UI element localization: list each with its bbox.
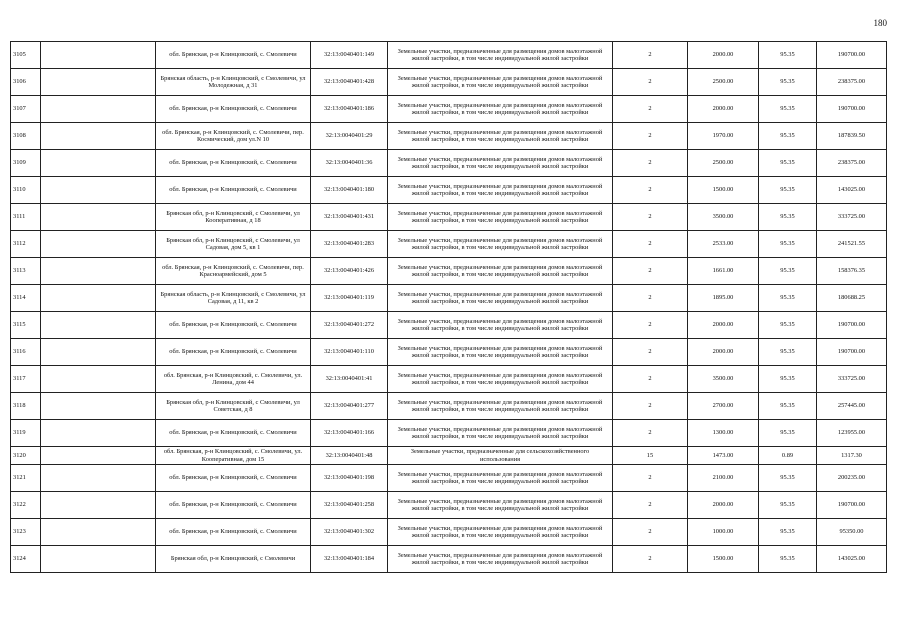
row-number: 3109 xyxy=(11,150,41,177)
rate-cell: 95.35 xyxy=(759,519,817,546)
rate-cell: 95.35 xyxy=(759,339,817,366)
spacer-cell xyxy=(41,519,156,546)
rate-cell: 95.35 xyxy=(759,258,817,285)
category-cell: 2 xyxy=(613,312,688,339)
rate-cell: 95.35 xyxy=(759,204,817,231)
spacer-cell xyxy=(41,231,156,258)
table-row xyxy=(11,312,887,339)
land-use-cell: Земельные участки, предназначенные для размещения домов малоэтажной жилой застройки, в том числе индивидуальной жилой застройки xyxy=(388,465,613,492)
land-registry-table xyxy=(10,41,887,573)
rate-cell: 95.35 xyxy=(759,123,817,150)
row-number: 3105 xyxy=(11,42,41,69)
spacer-cell xyxy=(41,393,156,420)
address-cell: обл. Брянская, р-н Клинцовский, с. Смолевичи, ул. Кооперативная, дом 15 xyxy=(156,447,311,465)
cadastral-number-cell: 32:13:0040401:41 xyxy=(311,366,388,393)
area-cell: 2500.00 xyxy=(688,150,759,177)
rate-cell: 95.35 xyxy=(759,69,817,96)
rate-cell: 95.35 xyxy=(759,96,817,123)
address-cell: обл. Брянская, р-н Клинцовский, с. Смолевичи xyxy=(156,420,311,447)
category-cell: 2 xyxy=(613,519,688,546)
cadastral-number-cell: 32:13:0040401:119 xyxy=(311,285,388,312)
area-cell: 2000.00 xyxy=(688,312,759,339)
area-cell: 3500.00 xyxy=(688,204,759,231)
area-cell: 2100.00 xyxy=(688,465,759,492)
spacer-cell xyxy=(41,492,156,519)
table-row xyxy=(11,465,887,492)
area-cell: 2000.00 xyxy=(688,42,759,69)
table-row xyxy=(11,285,887,312)
land-use-cell: Земельные участки, предназначенные для размещения домов малоэтажной жилой застройки, в том числе индивидуальной жилой застройки xyxy=(388,546,613,573)
area-cell: 2000.00 xyxy=(688,339,759,366)
cadastral-value-cell: 333725.00 xyxy=(817,204,887,231)
row-number: 3117 xyxy=(11,366,41,393)
cadastral-value-cell: 200235.00 xyxy=(817,465,887,492)
rate-cell: 95.35 xyxy=(759,465,817,492)
category-cell: 15 xyxy=(613,447,688,465)
cadastral-value-cell: 333725.00 xyxy=(817,366,887,393)
table-row xyxy=(11,420,887,447)
area-cell: 2000.00 xyxy=(688,96,759,123)
category-cell: 2 xyxy=(613,42,688,69)
row-number: 3112 xyxy=(11,231,41,258)
rate-cell: 95.35 xyxy=(759,312,817,339)
address-cell: обл. Брянская, р-н Клинцовский, с. Смолевичи xyxy=(156,177,311,204)
category-cell: 2 xyxy=(613,123,688,150)
cadastral-number-cell: 32:13:0040401:258 xyxy=(311,492,388,519)
land-use-cell: Земельные участки, предназначенные для размещения домов малоэтажной жилой застройки, в том числе индивидуальной жилой застройки xyxy=(388,393,613,420)
page-number: 180 xyxy=(873,18,887,28)
spacer-cell xyxy=(41,42,156,69)
cadastral-value-cell: 238375.00 xyxy=(817,150,887,177)
rate-cell: 95.35 xyxy=(759,231,817,258)
land-use-cell: Земельные участки, предназначенные для размещения домов малоэтажной жилой застройки, в том числе индивидуальной жилой застройки xyxy=(388,420,613,447)
table-row xyxy=(11,204,887,231)
table-row xyxy=(11,231,887,258)
rate-cell: 95.35 xyxy=(759,492,817,519)
cadastral-number-cell: 32:13:0040401:110 xyxy=(311,339,388,366)
category-cell: 2 xyxy=(613,492,688,519)
land-use-cell: Земельные участки, предназначенные для размещения домов малоэтажной жилой застройки, в том числе индивидуальной жилой застройки xyxy=(388,312,613,339)
cadastral-value-cell: 238375.00 xyxy=(817,69,887,96)
address-cell: обл. Брянская, р-н Клинцовский, с. Смолевичи xyxy=(156,492,311,519)
spacer-cell xyxy=(41,258,156,285)
address-cell: обл. Брянская, р-н Клинцовский, с. Смолевичи xyxy=(156,96,311,123)
spacer-cell xyxy=(41,69,156,96)
category-cell: 2 xyxy=(613,204,688,231)
row-number: 3111 xyxy=(11,204,41,231)
category-cell: 2 xyxy=(613,285,688,312)
category-cell: 2 xyxy=(613,150,688,177)
cadastral-number-cell: 32:13:0040401:180 xyxy=(311,177,388,204)
address-cell: обл. Брянская, р-н Клинцовский, с. Смолевичи xyxy=(156,312,311,339)
spacer-cell xyxy=(41,420,156,447)
address-cell: Брянская область, р-н Клинцовский, с Смолевичи, ул Молодежная, д 31 xyxy=(156,69,311,96)
row-number: 3116 xyxy=(11,339,41,366)
table-row xyxy=(11,366,887,393)
cadastral-number-cell: 32:13:0040401:48 xyxy=(311,447,388,465)
area-cell: 1970.00 xyxy=(688,123,759,150)
spacer-cell xyxy=(41,447,156,465)
land-use-cell: Земельные участки, предназначенные для размещения домов малоэтажной жилой застройки, в том числе индивидуальной жилой застройки xyxy=(388,204,613,231)
rate-cell: 95.35 xyxy=(759,177,817,204)
rate-cell: 95.35 xyxy=(759,546,817,573)
address-cell: Брянская область, р-н Клинцовский, с Смолевичи, ул Садовая, д 11, кв 2 xyxy=(156,285,311,312)
cadastral-number-cell: 32:13:0040401:272 xyxy=(311,312,388,339)
table-row xyxy=(11,177,887,204)
row-number: 3124 xyxy=(11,546,41,573)
land-use-cell: Земельные участки, предназначенные для размещения домов малоэтажной жилой застройки, в том числе индивидуальной жилой застройки xyxy=(388,492,613,519)
area-cell: 2500.00 xyxy=(688,69,759,96)
category-cell: 2 xyxy=(613,177,688,204)
cadastral-value-cell: 143025.00 xyxy=(817,177,887,204)
address-cell: Брянская обл, р-н Клинцовский, с Смолевичи, ул Кооперативная, д 18 xyxy=(156,204,311,231)
cadastral-value-cell: 190700.00 xyxy=(817,96,887,123)
spacer-cell xyxy=(41,546,156,573)
table-body xyxy=(11,42,887,573)
category-cell: 2 xyxy=(613,258,688,285)
area-cell: 2533.00 xyxy=(688,231,759,258)
spacer-cell xyxy=(41,123,156,150)
row-number: 3106 xyxy=(11,69,41,96)
land-use-cell: Земельные участки, предназначенные для размещения домов малоэтажной жилой застройки, в том числе индивидуальной жилой застройки xyxy=(388,177,613,204)
table-row xyxy=(11,393,887,420)
cadastral-value-cell: 190700.00 xyxy=(817,492,887,519)
cadastral-number-cell: 32:13:0040401:426 xyxy=(311,258,388,285)
category-cell: 2 xyxy=(613,231,688,258)
area-cell: 1895.00 xyxy=(688,285,759,312)
category-cell: 2 xyxy=(613,69,688,96)
category-cell: 2 xyxy=(613,420,688,447)
cadastral-value-cell: 95350.00 xyxy=(817,519,887,546)
land-use-cell: Земельные участки, предназначенные для размещения домов малоэтажной жилой застройки, в том числе индивидуальной жилой застройки xyxy=(388,150,613,177)
land-use-cell: Земельные участки, предназначенные для размещения домов малоэтажной жилой застройки, в том числе индивидуальной жилой застройки xyxy=(388,339,613,366)
row-number: 3113 xyxy=(11,258,41,285)
spacer-cell xyxy=(41,339,156,366)
category-cell: 2 xyxy=(613,393,688,420)
rate-cell: 95.35 xyxy=(759,285,817,312)
rate-cell: 95.35 xyxy=(759,393,817,420)
row-number: 3108 xyxy=(11,123,41,150)
area-cell: 2000.00 xyxy=(688,492,759,519)
rate-cell: 95.35 xyxy=(759,42,817,69)
spacer-cell xyxy=(41,465,156,492)
rate-cell: 95.35 xyxy=(759,150,817,177)
spacer-cell xyxy=(41,96,156,123)
area-cell: 1661.00 xyxy=(688,258,759,285)
spacer-cell xyxy=(41,366,156,393)
address-cell: Брянская обл, р-н Клинцовский, с Смолевичи, ул Садовая, дом 5, кв 1 xyxy=(156,231,311,258)
rate-cell: 0.89 xyxy=(759,447,817,465)
address-cell: Брянская обл, р-н Клинцовский, с Смолевичи xyxy=(156,546,311,573)
table-row xyxy=(11,69,887,96)
table-row xyxy=(11,339,887,366)
address-cell: обл. Брянская, р-н Клинцовский, с. Смолевичи xyxy=(156,150,311,177)
cadastral-number-cell: 32:13:0040401:302 xyxy=(311,519,388,546)
address-cell: обл. Брянская, р-н Клинцовский, с. Смолевичи xyxy=(156,42,311,69)
row-number: 3107 xyxy=(11,96,41,123)
land-use-cell: Земельные участки, предназначенные для размещения домов малоэтажной жилой застройки, в том числе индивидуальной жилой застройки xyxy=(388,69,613,96)
cadastral-number-cell: 32:13:0040401:166 xyxy=(311,420,388,447)
area-cell: 1300.00 xyxy=(688,420,759,447)
cadastral-value-cell: 158376.35 xyxy=(817,258,887,285)
cadastral-number-cell: 32:13:0040401:29 xyxy=(311,123,388,150)
address-cell: обл. Брянская, р-н Клинцовский, с. Смолевичи, пер. Космический, дом ул.N 10 xyxy=(156,123,311,150)
cadastral-number-cell: 32:13:0040401:283 xyxy=(311,231,388,258)
cadastral-value-cell: 187839.50 xyxy=(817,123,887,150)
table-row xyxy=(11,42,887,69)
table-row xyxy=(11,492,887,519)
land-use-cell: Земельные участки, предназначенные для размещения домов малоэтажной жилой застройки, в том числе индивидуальной жилой застройки xyxy=(388,42,613,69)
table-row xyxy=(11,519,887,546)
cadastral-value-cell: 123955.00 xyxy=(817,420,887,447)
area-cell: 3500.00 xyxy=(688,366,759,393)
cadastral-number-cell: 32:13:0040401:431 xyxy=(311,204,388,231)
cadastral-value-cell: 190700.00 xyxy=(817,312,887,339)
category-cell: 2 xyxy=(613,366,688,393)
land-use-cell: Земельные участки, предназначенные для размещения домов малоэтажной жилой застройки, в том числе индивидуальной жилой застройки xyxy=(388,285,613,312)
spacer-cell xyxy=(41,312,156,339)
cadastral-number-cell: 32:13:0040401:36 xyxy=(311,150,388,177)
row-number: 3122 xyxy=(11,492,41,519)
table-row xyxy=(11,123,887,150)
rate-cell: 95.35 xyxy=(759,366,817,393)
area-cell: 1000.00 xyxy=(688,519,759,546)
category-cell: 2 xyxy=(613,465,688,492)
cadastral-value-cell: 257445.00 xyxy=(817,393,887,420)
land-use-cell: Земельные участки, предназначенные для размещения домов малоэтажной жилой застройки, в том числе индивидуальной жилой застройки xyxy=(388,258,613,285)
category-cell: 2 xyxy=(613,96,688,123)
cadastral-number-cell: 32:13:0040401:184 xyxy=(311,546,388,573)
spacer-cell xyxy=(41,150,156,177)
cadastral-value-cell: 143025.00 xyxy=(817,546,887,573)
row-number: 3120 xyxy=(11,447,41,465)
address-cell: обл. Брянская, р-н Клинцовский, с. Смолевичи xyxy=(156,339,311,366)
cadastral-number-cell: 32:13:0040401:198 xyxy=(311,465,388,492)
row-number: 3119 xyxy=(11,420,41,447)
category-cell: 2 xyxy=(613,339,688,366)
land-use-cell: Земельные участки, предназначенные для размещения домов малоэтажной жилой застройки, в том числе индивидуальной жилой застройки xyxy=(388,96,613,123)
cadastral-number-cell: 32:13:0040401:277 xyxy=(311,393,388,420)
row-number: 3118 xyxy=(11,393,41,420)
cadastral-value-cell: 1317.30 xyxy=(817,447,887,465)
row-number: 3123 xyxy=(11,519,41,546)
table-row xyxy=(11,447,887,465)
cadastral-value-cell: 241521.55 xyxy=(817,231,887,258)
cadastral-value-cell: 190700.00 xyxy=(817,42,887,69)
cadastral-number-cell: 32:13:0040401:149 xyxy=(311,42,388,69)
rate-cell: 95.35 xyxy=(759,420,817,447)
table-row xyxy=(11,258,887,285)
address-cell: обл. Брянская, р-н Клинцовский, с. Смолевичи, пер. Красноармейский, дом 5 xyxy=(156,258,311,285)
row-number: 3115 xyxy=(11,312,41,339)
table-row xyxy=(11,546,887,573)
area-cell: 2700.00 xyxy=(688,393,759,420)
land-use-cell: Земельные участки, предназначенные для сельскохозяйственного использования xyxy=(388,447,613,465)
cadastral-value-cell: 180688.25 xyxy=(817,285,887,312)
row-number: 3114 xyxy=(11,285,41,312)
land-use-cell: Земельные участки, предназначенные для размещения домов малоэтажной жилой застройки, в том числе индивидуальной жилой застройки xyxy=(388,231,613,258)
cadastral-number-cell: 32:13:0040401:186 xyxy=(311,96,388,123)
address-cell: Брянская обл, р-н Клинцовский, с Смолевичи, ул Советская, д 8 xyxy=(156,393,311,420)
spacer-cell xyxy=(41,177,156,204)
land-use-cell: Земельные участки, предназначенные для размещения домов малоэтажной жилой застройки, в том числе индивидуальной жилой застройки xyxy=(388,366,613,393)
category-cell: 2 xyxy=(613,546,688,573)
land-use-cell: Земельные участки, предназначенные для размещения домов малоэтажной жилой застройки, в том числе индивидуальной жилой застройки xyxy=(388,123,613,150)
area-cell: 1500.00 xyxy=(688,177,759,204)
address-cell: обл. Брянская, р-н Клинцовский, с. Смолевичи, ул. Ленина, дом 44 xyxy=(156,366,311,393)
cadastral-number-cell: 32:13:0040401:428 xyxy=(311,69,388,96)
table-row xyxy=(11,96,887,123)
area-cell: 1473.00 xyxy=(688,447,759,465)
address-cell: обл. Брянская, р-н Клинцовский, с. Смолевичи xyxy=(156,465,311,492)
address-cell: обл. Брянская, р-н Клинцовский, с. Смолевичи xyxy=(156,519,311,546)
land-use-cell: Земельные участки, предназначенные для размещения домов малоэтажной жилой застройки, в том числе индивидуальной жилой застройки xyxy=(388,519,613,546)
row-number: 3110 xyxy=(11,177,41,204)
area-cell: 1500.00 xyxy=(688,546,759,573)
spacer-cell xyxy=(41,285,156,312)
table-row xyxy=(11,150,887,177)
row-number: 3121 xyxy=(11,465,41,492)
cadastral-value-cell: 190700.00 xyxy=(817,339,887,366)
spacer-cell xyxy=(41,204,156,231)
